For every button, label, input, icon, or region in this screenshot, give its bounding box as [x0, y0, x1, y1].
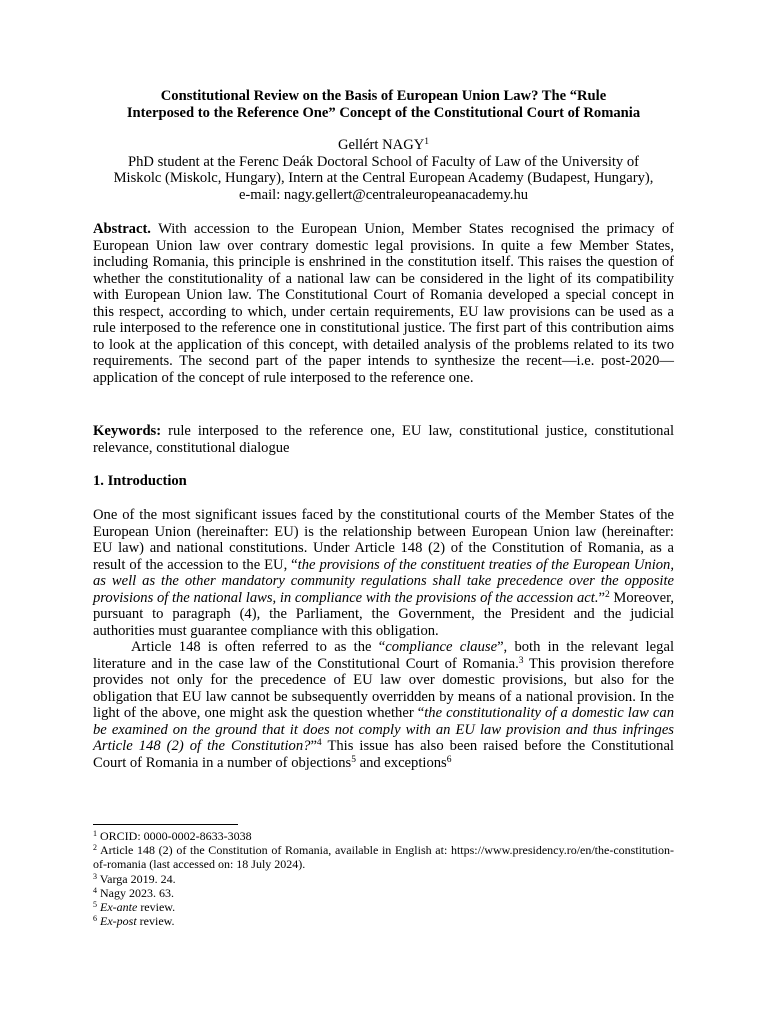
author-name: Gellért NAGY$^1$	[337, 137, 430, 153]
author-affiliation-line-2: Miskolc (Miskolc, Hungary), Intern at the Central European Academy (Budapest, Hungary),	[113, 170, 654, 186]
footnote-5: $^5$ Ex-ante review.	[93, 900, 176, 915]
title-line-2: Interposed to the Reference One” Concept of the Constitutional Court of Romania	[126, 104, 641, 121]
footnote-ref-3[interactable]: 3	[518, 655, 524, 666]
footnote-ref-6[interactable]: 6	[446, 754, 452, 765]
keywords-text: rule interposed to the reference one, EU law, constitutional justice, constitutional relevance, constitutional dialogue	[93, 423, 674, 456]
title-line-1: Constitutional Review on the Basis of European Union Law? The “Rule	[160, 88, 607, 104]
intro-paragraph-1: One of the most significant issues faced by the constitutional courts of the Member States of the European Union (hereinafter: EU) is the relationship between European Union law (hereinafter: EU law) and national constitutions. Under Article 148 (2) of the Constitution of Romania, as a result of the accession to the EU, “the provisions of the constituent treaties of the European Union, as well as the other mandatory community regulations shall take precedence over the opposite provisions of the national laws, in compliance with the provisions of the accession act.”$^2$ Moreover, pursuant to paragraph (4), the Parliament, the Government, the President and the judicial authorities must guarantee compliance with this obligation.	[93, 507, 675, 639]
author-affiliation-line-1: PhD student at the Ferenc Deák Doctoral School of Faculty of Law of the University of	[127, 153, 640, 170]
footnote-6: $^6$ Ex-post review.	[93, 914, 175, 929]
quoted-article-148: the provisions of the constituent treaties of the European Union, as well as the other mandatory community regulations shall take precedence over the opposite provisions of the national laws, in compliance with the provisions of the accession act.	[93, 556, 675, 606]
intro-paragraph-2: Article 148 is often referred to as the “compliance clause”, both in the relevant legal literature and in the case law of the Constitutional Court of Romania.$^3$ This provision therefore provides not only for the precedence of EU law over domestic provisions, but also for the obligation that EU law cannot be subsequently overridden by means of a national provision. In the light of the above, one might ask the question whether “the constitutionality of a domestic law can be examined on the ground that it does not comply with an EU law provision and thus infringes Article 148 (2) of the Constitution?”$^4$ This issue has also been raised before the Constitutional Court of Romania in a number of objections$^5$ and exceptions$^6$	[93, 639, 674, 771]
footnote-3: $^3$ Varga 2019. 24.	[93, 871, 176, 886]
abstract-text: With accession to the European Union, Member States recognised the primacy of European Union law over contrary domestic legal provisions. In quite a few Member States, including Romania, this principle is enshrined in the constitution itself. This raises the question of whether the constitutionality of a national law can be considered in the light of its compatibility with European Union law. The Constitutional Court of Romania developed a special concept in this respect, according to which, under certain requirements, EU law provisions can be used as a rule interposed to the reference one in constitutional justice. The first part of this contribution aims to look at the application of this concept, with detailed analysis of the problems related to its two requirements. The second part of the paper intends to synthesize the recent—i.e. post-2020—application of the concept of rule interposed to the reference one.	[93, 221, 674, 386]
author-block	[93, 137, 674, 203]
quoted-question: the constitutionality of a domestic law can be examined on the ground that it does not comply with an EU law provision and thus infringes Article 148 (2) of the Constitution?	[93, 705, 674, 754]
footnote-ref-5[interactable]: 5	[351, 754, 356, 765]
introduction-body	[93, 507, 674, 771]
paper-title	[93, 88, 674, 121]
footnote-separator	[93, 824, 238, 825]
footnote-1: $^1$ ORCID: 0000-0002-8633-3038	[93, 829, 252, 843]
abstract-label: Abstract.	[93, 221, 151, 237]
footnote-ref-2[interactable]: 2	[604, 589, 610, 600]
footnotes	[93, 829, 674, 928]
keywords-label: Keywords:	[93, 423, 162, 439]
author-email: e-mail: nagy.gellert@centraleuropeanacademy.hu	[238, 186, 529, 203]
footnote-2: $^2$ Article 148 (2) of the Constitution of Romania, available in English at: https://www.presidency.ro/en/the-constitution-of-romania (last accessed on: 18 July 2024).	[93, 843, 675, 872]
footnote-4: $^4$ Nagy 2023. 63.	[93, 885, 174, 900]
abstract	[93, 221, 674, 386]
keywords	[93, 423, 674, 456]
section-heading-introduction: 1. Introduction	[93, 473, 187, 489]
term-compliance-clause: compliance clause	[385, 639, 498, 655]
footnote-ref-4[interactable]: 4	[316, 738, 322, 748]
footnote-ref-1[interactable]: 1	[424, 137, 430, 147]
